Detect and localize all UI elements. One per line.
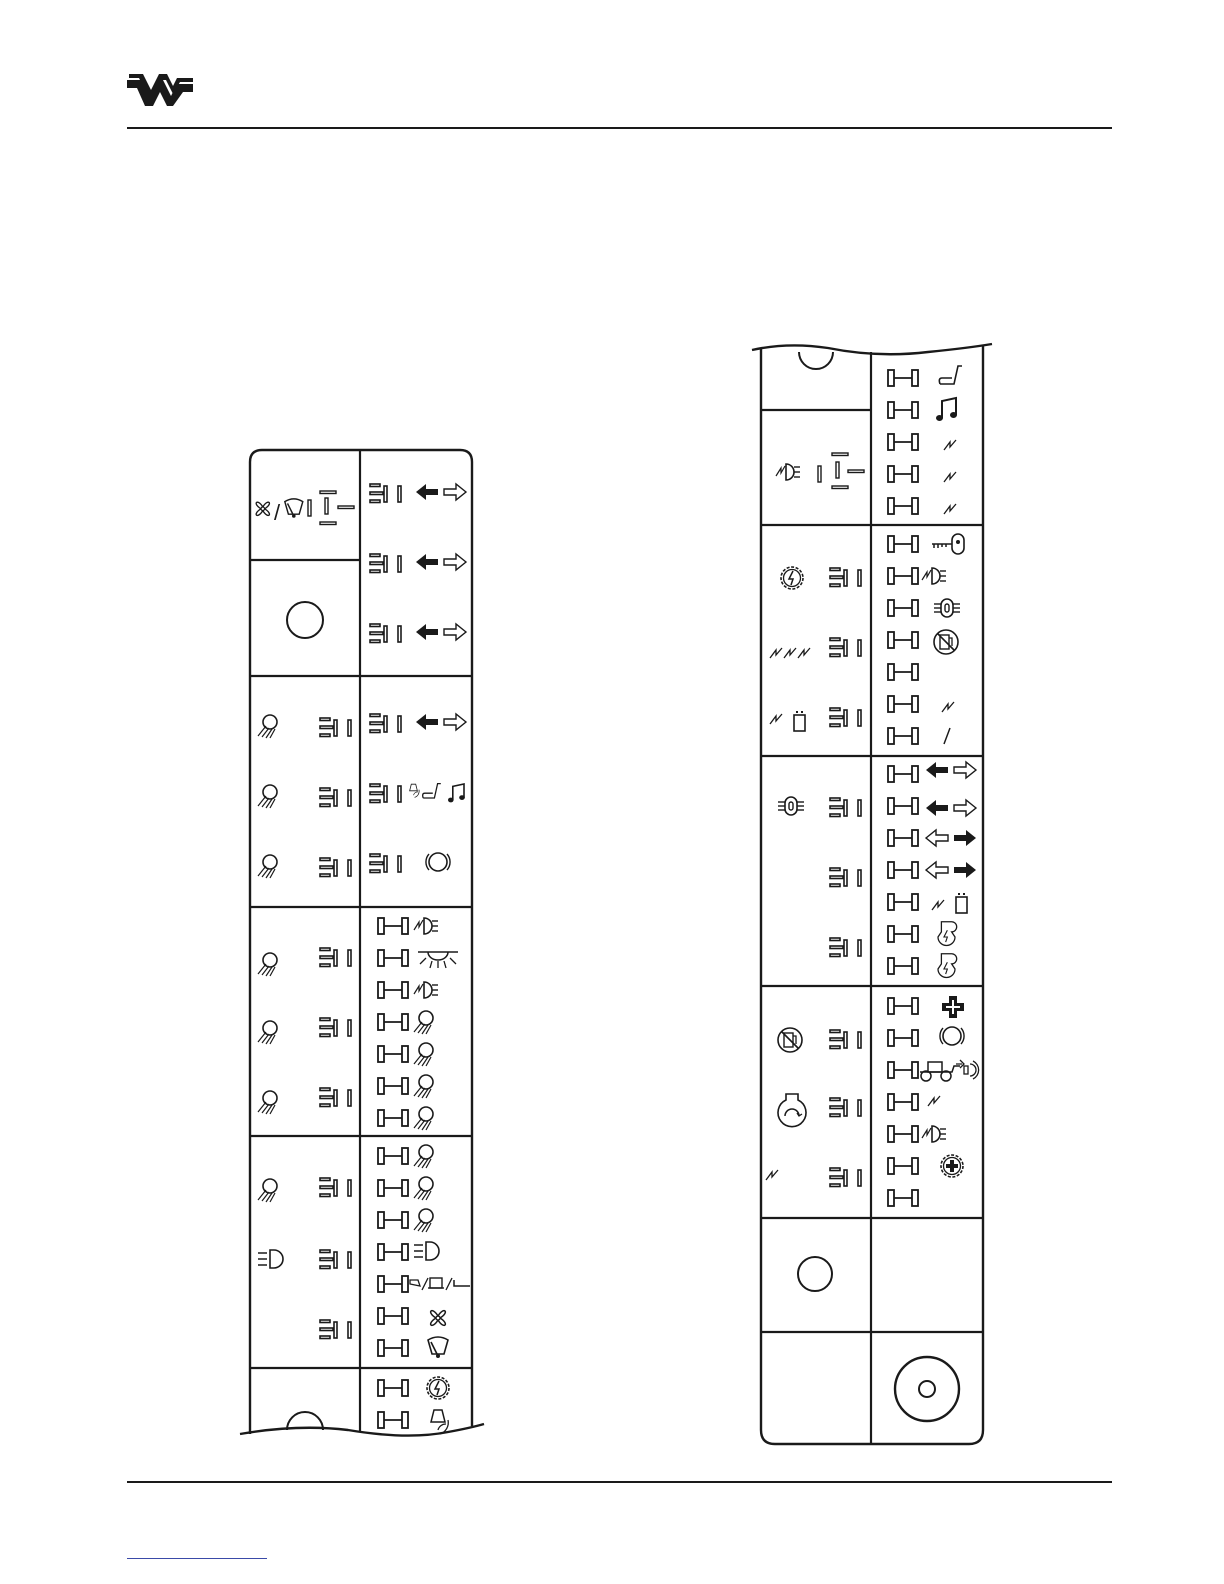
wiper-icon — [428, 1337, 448, 1358]
power-bolt-icon — [932, 900, 944, 910]
headlight-icon — [414, 1242, 439, 1260]
engine-icon — [778, 797, 804, 815]
round-plug-icon — [798, 1257, 832, 1291]
worklight-icon — [258, 1021, 277, 1044]
preheat-icon — [938, 954, 957, 978]
indicator-arrows-icon — [416, 554, 466, 570]
worklight-icon — [414, 1209, 433, 1232]
engine-icon — [934, 599, 960, 617]
indicator-arrows-icon — [416, 624, 466, 640]
reverse-alarm-icon — [920, 1060, 979, 1081]
position-light-icon — [922, 1126, 946, 1142]
power-bolt-icon — [942, 702, 954, 712]
left-fuse-relay-panel — [238, 446, 488, 1446]
svg-text:/: / — [274, 500, 281, 525]
power-bolt-icon — [770, 714, 782, 724]
beacon-icon — [431, 1410, 448, 1434]
relay-socket-icon — [320, 491, 354, 525]
position-light-icon — [922, 568, 946, 584]
worklight-icon — [258, 855, 277, 878]
indicator-arrows-icon — [416, 484, 466, 500]
power-bolt-icon — [944, 504, 956, 514]
worklight-icon — [258, 715, 277, 738]
ignition-key-icon — [932, 534, 964, 554]
brake-icon — [940, 1027, 964, 1045]
battery-icon — [956, 894, 967, 913]
power-slash-icon — [944, 728, 950, 744]
worklight-icon — [414, 1177, 433, 1200]
fuel-cutoff-icon — [778, 1028, 802, 1052]
indicator-left-icon — [926, 762, 976, 778]
relay-socket-icon — [818, 453, 864, 489]
power-bolt-icon — [770, 648, 810, 658]
position-light-icon — [776, 464, 800, 480]
header-rule — [127, 127, 1112, 129]
worklight-icon — [414, 1043, 433, 1066]
indicator-right-icon — [926, 830, 976, 846]
power-bolt-icon — [944, 440, 956, 450]
indicator-arrows-icon — [416, 714, 466, 730]
horn-beacon-icon — [410, 1278, 470, 1290]
seat-radio-icon — [410, 784, 465, 803]
round-plug-half-icon — [799, 352, 833, 369]
worklight-icon — [258, 1179, 277, 1202]
worklight-icon — [414, 1107, 433, 1130]
position-light-icon — [414, 982, 438, 998]
fuel-cutoff-icon — [934, 630, 958, 654]
fan-icon — [431, 1311, 446, 1326]
worklight-icon — [414, 1075, 433, 1098]
alternator-icon — [427, 1377, 449, 1399]
indicator-left-icon — [926, 800, 976, 816]
worklight-icon — [414, 1145, 433, 1168]
right-fuse-relay-panel — [748, 340, 998, 1450]
position-light-icon — [414, 918, 438, 934]
battery-icon — [794, 712, 805, 731]
worklight-icon — [258, 785, 277, 808]
footer-link-underline[interactable] — [127, 1558, 267, 1559]
wiper-icon — [285, 499, 303, 518]
cab-light-icon — [418, 952, 458, 968]
seat-icon — [939, 366, 962, 384]
brand-logo-icon — [127, 72, 193, 108]
worklight-icon — [258, 1091, 277, 1114]
main-connector-icon — [895, 1357, 959, 1421]
worklight-icon — [414, 1011, 433, 1034]
starter-icon — [778, 1094, 806, 1127]
music-icon — [936, 398, 957, 421]
brake-icon — [426, 853, 450, 871]
power-bolt-icon — [928, 1096, 940, 1106]
footer-rule — [127, 1481, 1112, 1483]
power-bolt-icon — [944, 472, 956, 482]
fan-wiper-relay-label — [256, 502, 269, 515]
worklight-icon — [258, 953, 277, 976]
diagnostic-icon — [942, 996, 964, 1018]
headlight-icon — [258, 1250, 283, 1268]
preheat-icon — [938, 922, 957, 946]
round-plug-icon — [287, 602, 323, 638]
power-bolt-icon — [766, 1170, 778, 1180]
service-icon — [941, 1155, 963, 1177]
alternator-icon — [781, 567, 803, 589]
indicator-right-icon — [926, 862, 976, 878]
